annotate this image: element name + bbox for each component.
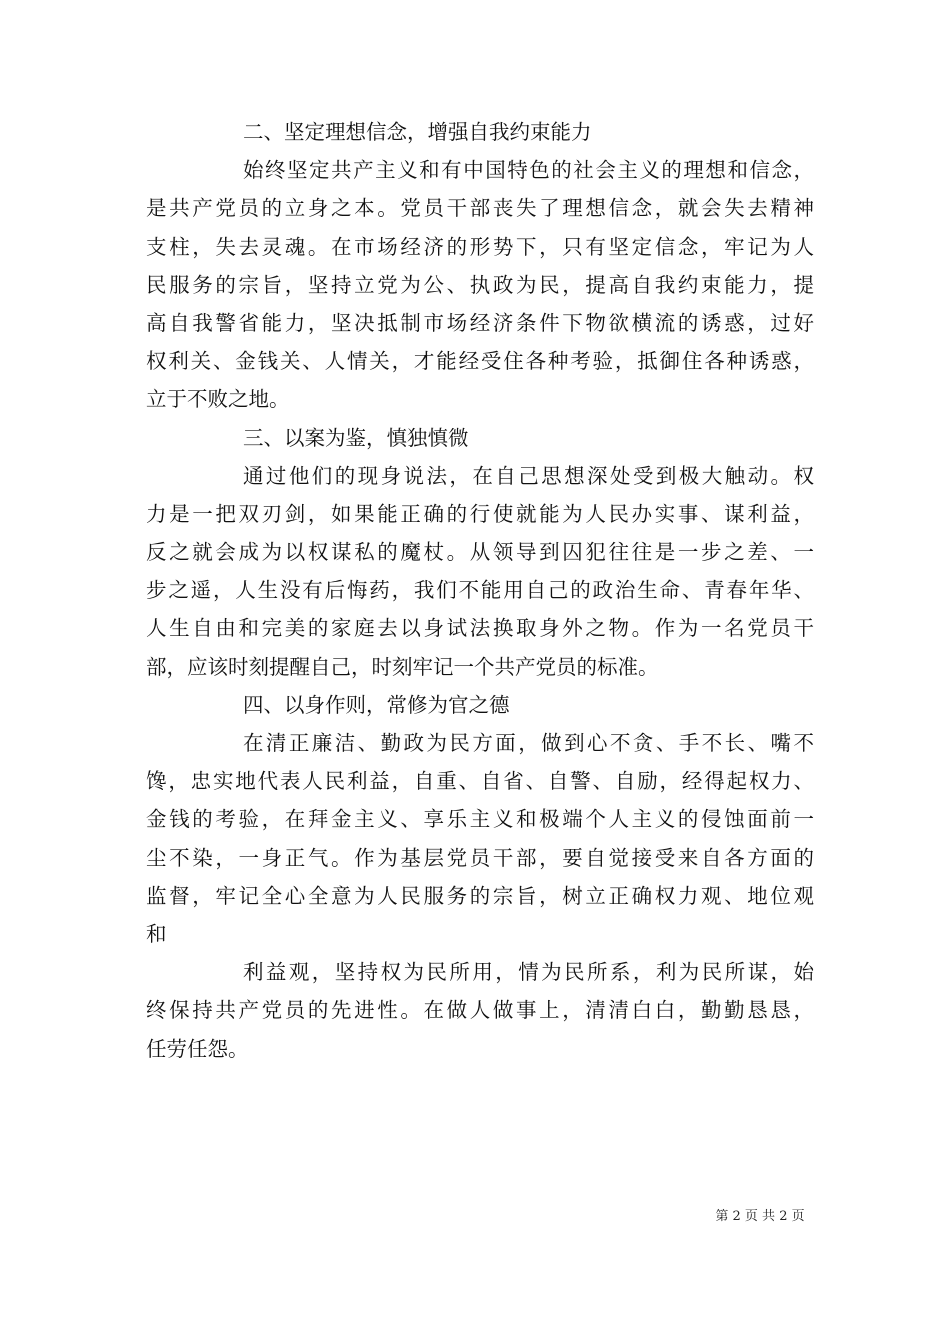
text-line: 高自我警省能力，坚决抵制市场经济条件下物欲横流的诱惑，过好 bbox=[146, 310, 814, 335]
text-line: 权利关、金钱关、人情关，才能经受住各种考验，抵御住各种诱惑， bbox=[146, 349, 814, 374]
text-line: 任劳任怨。 bbox=[146, 1036, 249, 1061]
text-line: 金钱的考验，在拜金主义、享乐主义和极端个人主义的侵蚀面前一 bbox=[146, 807, 814, 832]
text-line: 尘不染，一身正气。作为基层党员干部，要自觉接受来自各方面的 bbox=[146, 845, 814, 870]
text-line: 四、以身作则，常修为官之德 bbox=[243, 692, 510, 717]
text-line: 人生自由和完美的家庭去以身试法换取身外之物。作为一名党员干 bbox=[146, 616, 814, 641]
text-line: 和 bbox=[146, 921, 167, 946]
text-line: 利益观，坚持权为民所用，情为民所系，利为民所谋，始 bbox=[243, 960, 814, 985]
text-line: 民服务的宗旨，坚持立党为公、执政为民，提高自我约束能力，提 bbox=[146, 272, 814, 297]
text-line: 反之就会成为以权谋私的魔杖。从领导到囚犯往往是一步之差、一 bbox=[146, 540, 814, 565]
document-body bbox=[146, 113, 814, 1068]
text-line: 始终坚定共产主义和有中国特色的社会主义的理想和信念， bbox=[243, 158, 814, 183]
page-footer: 第 2 页 共 2 页 bbox=[715, 1209, 805, 1224]
text-line: 是共产党员的立身之本。党员干部丧失了理想信念，就会失去精神 bbox=[146, 196, 814, 221]
text-line: 监督，牢记全心全意为人民服务的宗旨，树立正确权力观、地位观 bbox=[146, 883, 814, 908]
text-line: 三、以案为鉴，慎独慎微 bbox=[243, 425, 469, 450]
text-line: 部，应该时刻提醒自己，时刻牢记一个共产党员的标准。 bbox=[146, 654, 659, 679]
text-line: 通过他们的现身说法，在自己思想深处受到极大触动。权 bbox=[243, 463, 814, 488]
text-line: 支柱，失去灵魂。在市场经济的形势下，只有坚定信念，牢记为人 bbox=[146, 234, 814, 259]
text-line: 力是一把双刃剑，如果能正确的行使就能为人民办实事、谋利益， bbox=[146, 501, 814, 526]
text-line: 立于不败之地。 bbox=[146, 387, 290, 412]
text-line: 馋，忠实地代表人民利益，自重、自省、自警、自励，经得起权力、 bbox=[146, 769, 814, 794]
text-line: 在清正廉洁、勤政为民方面，做到心不贪、手不长、嘴不 bbox=[243, 731, 814, 755]
text-line: 二、坚定理想信念，增强自我约束能力 bbox=[243, 120, 592, 144]
text-line: 步之遥，人生没有后悔药，我们不能用自己的政治生命、青春年华、 bbox=[146, 578, 814, 603]
text-line: 终保持共产党员的先进性。在做人做事上，清清白白，勤勤恳恳， bbox=[146, 998, 814, 1023]
